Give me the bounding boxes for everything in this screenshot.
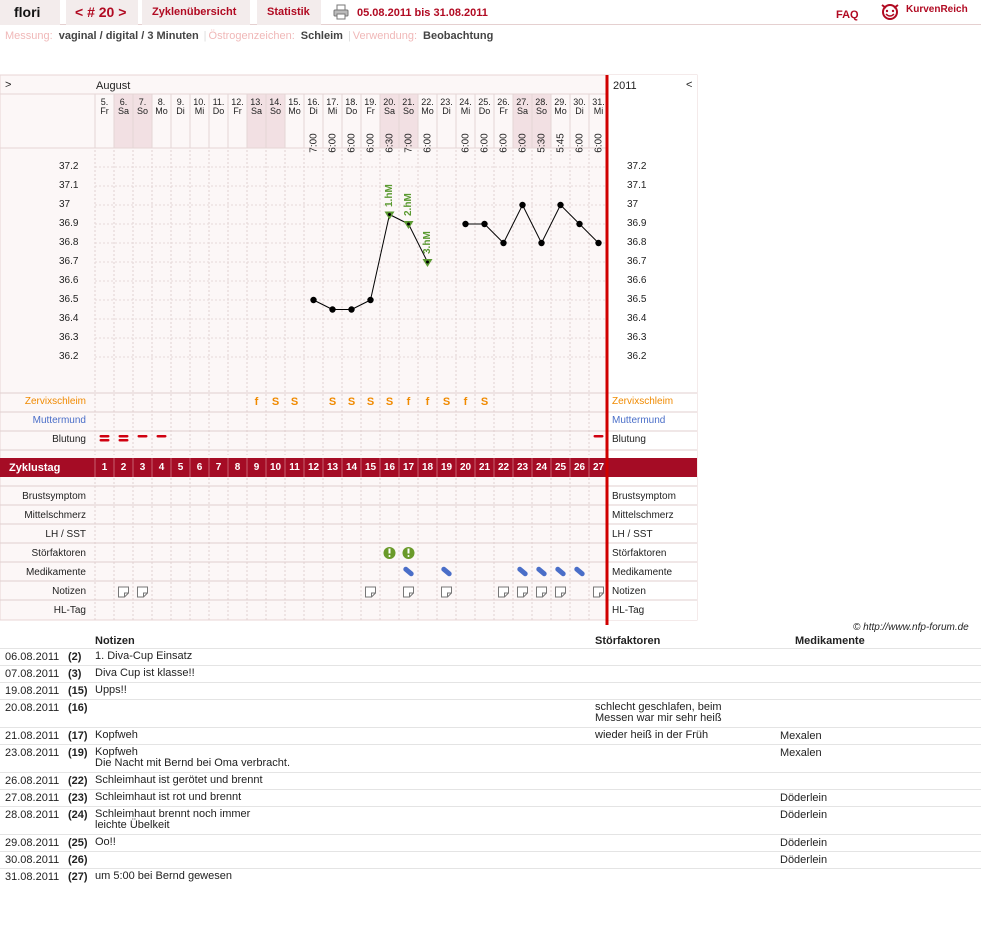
y-tick-label-right: 36.9 xyxy=(627,218,647,229)
weekend-shading-row xyxy=(114,393,133,412)
note-text: Diva Cup ist klasse!! xyxy=(95,667,195,679)
cycle-day-number: 26 xyxy=(573,462,586,473)
cycle-day-number: 20 xyxy=(459,462,472,473)
date-label: 5. xyxy=(100,97,109,107)
time-text: 6:00 xyxy=(460,133,471,153)
cycle-day-number: 21 xyxy=(478,462,491,473)
time-label xyxy=(532,121,551,165)
y-tick-label: 36.5 xyxy=(59,294,79,305)
date-label: 17. xyxy=(326,97,339,107)
cycle-day-number: 5 xyxy=(177,462,184,473)
weekday-label: Di xyxy=(176,106,185,116)
weekday-label: So xyxy=(269,106,281,116)
weekday-label: Do xyxy=(478,106,491,116)
weekday-label: Mi xyxy=(460,106,471,116)
notes-header: Notizen xyxy=(95,635,135,647)
row-label-midpain: Mittelschmerz xyxy=(24,510,86,521)
y-tick-label-right: 36.4 xyxy=(627,313,647,324)
time-text: 6:00 xyxy=(365,133,376,153)
note-text: um 5:00 bei Bernd gewesen xyxy=(95,870,232,882)
table-row xyxy=(0,851,981,868)
time-label xyxy=(399,121,418,165)
nav-prev-button[interactable]: > xyxy=(5,79,12,91)
date-label: 22. xyxy=(421,97,434,107)
meds-header: Medikamente xyxy=(795,635,865,647)
cycle-day-number: 17 xyxy=(402,462,415,473)
note-date: 06.08.2011 xyxy=(5,651,60,663)
cervical-mucus-mark: S xyxy=(480,396,489,408)
temperature-point xyxy=(388,213,391,216)
table-row xyxy=(0,806,981,834)
warning-icon-bar xyxy=(389,549,391,554)
y-tick-label-right: 37 xyxy=(627,199,639,210)
weekday-label: Mo xyxy=(421,106,434,116)
y-tick-label-right: 37.2 xyxy=(627,161,647,172)
date-label: 16. xyxy=(307,97,320,107)
note-text: Oo!! xyxy=(95,836,116,848)
copyright: © http://www.nfp-forum.de xyxy=(853,622,969,633)
date-label: 31. xyxy=(592,97,605,107)
time-text: 6:00 xyxy=(346,133,357,153)
bleeding-mark xyxy=(594,435,604,438)
row-label-bleeding-right: Blutung xyxy=(612,434,646,445)
y-tick-label: 36.9 xyxy=(59,218,79,229)
separator: | xyxy=(203,30,207,42)
cervical-mucus-mark: S xyxy=(290,396,299,408)
weekday-label: Do xyxy=(212,106,225,116)
time-label xyxy=(304,121,323,165)
y-tick-label: 36.6 xyxy=(59,275,79,286)
y-tick-label-right: 36.8 xyxy=(627,237,647,248)
weekday-label: Sa xyxy=(516,106,528,116)
date-label: 13. xyxy=(250,97,263,107)
cycle-day-number: 2 xyxy=(120,462,127,473)
time-label xyxy=(589,121,608,165)
y-tick-label-right: 36.6 xyxy=(627,275,647,286)
temperature-point xyxy=(481,221,487,227)
user-name: flori xyxy=(0,0,60,25)
time-label xyxy=(494,121,513,165)
y-tick-label: 36.3 xyxy=(59,332,79,343)
higher-measurement-label: 1.hM xyxy=(383,183,395,207)
weekday-label: Mo xyxy=(554,106,567,116)
time-label xyxy=(570,121,589,165)
y-tick-label: 36.2 xyxy=(59,351,79,362)
note-text: Schleimhaut ist gerötet und brennt xyxy=(95,774,263,786)
date-range: 05.08.2011 bis 31.08.2011 xyxy=(357,7,488,19)
row-label-cervix-right: Muttermund xyxy=(612,415,666,426)
cycle-day-number: 14 xyxy=(345,462,358,473)
warning-icon-bar xyxy=(408,549,410,554)
cycle-day-number: 7 xyxy=(215,462,222,473)
weekday-label: Mo xyxy=(288,106,301,116)
row-label-lh-right: LH / SST xyxy=(612,529,653,540)
row-label-bleeding: Blutung xyxy=(52,434,86,445)
note-medication: Mexalen xyxy=(780,730,822,742)
bleeding-mark xyxy=(100,439,110,442)
note-cycle-day: (26) xyxy=(68,854,88,866)
cycle-day-number: 9 xyxy=(253,462,260,473)
cervical-mucus-mark: S xyxy=(328,396,337,408)
y-tick-label: 37.1 xyxy=(59,180,79,191)
temperature-point xyxy=(500,240,506,246)
date-label: 24. xyxy=(459,97,472,107)
date-label: 12. xyxy=(231,97,244,107)
note-medication: Döderlein xyxy=(780,809,828,821)
bleeding-mark xyxy=(138,435,148,438)
time-label xyxy=(380,121,399,165)
bleeding-mark xyxy=(119,439,129,442)
note-date: 07.08.2011 xyxy=(5,668,60,680)
note-date: 26.08.2011 xyxy=(5,775,60,787)
cycle-day-number: 6 xyxy=(196,462,203,473)
row-label-midpain-right: Mittelschmerz xyxy=(612,510,674,521)
row-label-hl-right: HL-Tag xyxy=(612,605,645,616)
warning-icon-dot xyxy=(389,555,391,557)
cycle-day-number: 10 xyxy=(269,462,282,473)
table-row xyxy=(0,699,981,727)
row-label-cervical-mucus-right: Zervixschleim xyxy=(612,396,674,407)
row-label-meds: Medikamente xyxy=(25,567,86,578)
note-cycle-day: (3) xyxy=(68,668,82,680)
note-medication: Mexalen xyxy=(780,747,822,759)
weekday-label: Do xyxy=(345,106,358,116)
cervical-mucus-mark: S xyxy=(385,396,394,408)
time-label xyxy=(342,121,361,165)
year-label: 2011 xyxy=(613,80,637,92)
row-label-disturb: Störfaktoren xyxy=(31,548,86,559)
weekday-label: Fr xyxy=(100,106,109,116)
temperature-point xyxy=(576,221,582,227)
estrogen-label: Östrogenzeichen: xyxy=(208,30,295,42)
time-text: 7:00 xyxy=(308,133,319,153)
weekday-label: Mi xyxy=(327,106,338,116)
higher-measurement-label: 3.hM xyxy=(421,231,433,254)
date-label: 29. xyxy=(554,97,567,107)
temperature-point xyxy=(407,223,410,226)
temperature-point xyxy=(462,221,468,227)
note-cycle-day: (17) xyxy=(68,730,88,742)
row-label-hl: HL-Tag xyxy=(53,605,86,616)
date-label: 26. xyxy=(497,97,510,107)
weekday-label: Mi xyxy=(593,106,604,116)
weekday-label: Mi xyxy=(194,106,205,116)
row-label-notes-right: Notizen xyxy=(612,586,646,597)
weekday-label: Mo xyxy=(155,106,168,116)
weekday-label: Sa xyxy=(383,106,395,116)
time-text: 6:00 xyxy=(498,133,509,153)
note-medication: Döderlein xyxy=(780,854,828,866)
y-tick-label: 36.4 xyxy=(59,313,79,324)
tab-cycle-overview[interactable]: Zyklenübersicht xyxy=(142,0,250,25)
warning-icon-dot xyxy=(408,555,410,557)
time-text: 6:00 xyxy=(574,133,585,153)
bleeding-mark xyxy=(100,435,110,438)
table-row xyxy=(0,682,981,699)
y-tick-label-right: 36.3 xyxy=(627,332,647,343)
time-label xyxy=(323,121,342,165)
cervical-mucus-mark: S xyxy=(347,396,356,408)
cervical-mucus-mark: S xyxy=(442,396,451,408)
cervical-mucus-mark: f xyxy=(425,396,430,408)
usage-label: Verwendung: xyxy=(352,30,418,42)
time-label xyxy=(475,121,494,165)
cervical-mucus-mark: f xyxy=(254,396,259,408)
note-date: 28.08.2011 xyxy=(5,809,60,821)
temperature-point xyxy=(519,202,525,208)
measurement-label: Messung: xyxy=(5,30,53,42)
weekday-label: Di xyxy=(309,106,318,116)
date-label: 19. xyxy=(364,97,377,107)
note-text: 1. Diva-Cup Einsatz xyxy=(95,650,193,662)
time-text: 6:30 xyxy=(384,133,395,153)
cycle-day-number: 1 xyxy=(101,462,108,473)
note-cycle-day: (15) xyxy=(68,685,88,697)
date-label: 6. xyxy=(119,97,128,107)
table-row xyxy=(0,772,981,789)
table-row xyxy=(0,834,981,851)
cycle-day-number: 18 xyxy=(421,462,434,473)
y-tick-label: 36.8 xyxy=(59,237,79,248)
weekday-label: Fr xyxy=(499,106,508,116)
time-label xyxy=(418,121,437,165)
table-row xyxy=(0,789,981,806)
table-row xyxy=(0,727,981,744)
date-label: 27. xyxy=(516,97,529,107)
note-cycle-day: (2) xyxy=(68,651,82,663)
cervical-mucus-mark: S xyxy=(271,396,280,408)
table-row xyxy=(0,744,981,772)
weekday-label: Di xyxy=(442,106,451,116)
date-label: 14. xyxy=(269,97,282,107)
note-text: Schleimhaut brennt noch immer leichte Übelkeit xyxy=(95,808,251,831)
faq-link[interactable]: FAQ xyxy=(836,9,859,21)
cycle-day-number: 11 xyxy=(289,462,300,473)
cycle-day-number: 22 xyxy=(497,462,510,473)
cervical-mucus-mark: f xyxy=(463,396,468,408)
date-label: 11. xyxy=(212,97,225,107)
row-label-cycle-day: Zyklustag xyxy=(9,462,61,474)
time-text: 5:30 xyxy=(536,133,547,153)
row-label-meds-right: Medikamente xyxy=(612,567,673,578)
bleeding-mark xyxy=(157,435,167,438)
note-date: 23.08.2011 xyxy=(5,747,60,759)
time-label xyxy=(513,121,532,165)
temperature-point xyxy=(538,240,544,246)
tab-statistics[interactable]: Statistik xyxy=(257,0,321,25)
note-text: Upps!! xyxy=(95,684,127,696)
cervical-mucus-mark: S xyxy=(366,396,375,408)
note-date: 27.08.2011 xyxy=(5,792,60,804)
date-label: 8. xyxy=(157,97,166,107)
date-label: 25. xyxy=(478,97,491,107)
cervical-mucus-mark: f xyxy=(406,396,411,408)
cycle-switcher[interactable]: < # 20 > xyxy=(66,0,138,25)
note-disturbance: wieder heiß in der Früh xyxy=(595,729,709,741)
note-medication: Döderlein xyxy=(780,792,828,804)
y-tick-label: 36.7 xyxy=(59,256,79,267)
weekend-shading-row xyxy=(513,393,532,412)
row-label-breast: Brustsymptom xyxy=(22,491,86,502)
date-label: 21. xyxy=(402,97,415,107)
cycle-day-number: 15 xyxy=(364,462,377,473)
cycle-day-number: 16 xyxy=(383,462,396,473)
temperature-point xyxy=(595,240,601,246)
date-label: 15. xyxy=(288,97,301,107)
weekday-label: So xyxy=(535,106,547,116)
date-label: 28. xyxy=(535,97,548,107)
note-cycle-day: (24) xyxy=(68,809,88,821)
date-label: 7. xyxy=(138,97,147,107)
time-text: 6:00 xyxy=(327,133,338,153)
temperature-point xyxy=(557,202,563,208)
time-label xyxy=(551,121,570,165)
time-text: 7:00 xyxy=(403,133,414,153)
weekday-label: So xyxy=(402,106,414,116)
cycle-day-number: 12 xyxy=(307,462,320,473)
y-tick-label: 37.2 xyxy=(59,161,79,172)
temperature-point xyxy=(426,261,429,264)
table-row xyxy=(0,648,981,665)
weekday-label: Fr xyxy=(233,106,242,116)
note-disturbance: schlecht geschlafen, beim Messen war mir sehr heiß xyxy=(595,701,722,724)
nav-next-button[interactable]: < xyxy=(686,79,693,91)
disturb-header: Störfaktoren xyxy=(595,635,661,647)
logo: KurvenReich xyxy=(906,4,968,15)
cycle-day-number: 8 xyxy=(234,462,241,473)
temperature-point xyxy=(310,297,316,303)
date-label: 10. xyxy=(193,97,206,107)
temperature-point xyxy=(329,306,335,312)
date-label: 20. xyxy=(383,97,396,107)
date-label: 9. xyxy=(176,97,185,107)
estrogen-value: Schleim xyxy=(300,30,343,42)
month-label: August xyxy=(96,80,131,92)
note-cycle-day: (19) xyxy=(68,747,88,759)
time-text: 6:00 xyxy=(479,133,490,153)
temperature-point xyxy=(367,297,373,303)
time-text: 6:00 xyxy=(593,133,604,153)
measurement-value: vaginal / digital / 3 Minuten xyxy=(58,30,199,42)
note-date: 31.08.2011 xyxy=(5,871,60,883)
note-cycle-day: (16) xyxy=(68,702,88,714)
row-label-breast-right: Brustsymptom xyxy=(612,491,676,502)
table-row xyxy=(0,868,981,885)
note-date: 30.08.2011 xyxy=(5,854,60,866)
note-date: 29.08.2011 xyxy=(5,837,60,849)
cycle-day-number: 25 xyxy=(554,462,567,473)
higher-measurement-label: 2.hM xyxy=(402,193,414,216)
cycle-day-number: 23 xyxy=(516,462,529,473)
row-label-cervix: Muttermund xyxy=(32,415,86,426)
table-row xyxy=(0,665,981,682)
note-cycle-day: (27) xyxy=(68,871,88,883)
time-text: 6:00 xyxy=(517,133,528,153)
weekday-label: So xyxy=(136,106,148,116)
weekday-label: Fr xyxy=(366,106,375,116)
time-text: 6:00 xyxy=(422,133,433,153)
separator: | xyxy=(347,30,351,42)
date-label: 18. xyxy=(345,97,358,107)
y-tick-label-right: 37.1 xyxy=(627,180,647,191)
usage-value: Beobachtung xyxy=(423,30,494,42)
note-text: Kopfweh xyxy=(95,729,138,741)
weekend-shading-row xyxy=(133,393,152,412)
y-tick-label-right: 36.5 xyxy=(627,294,647,305)
weekday-label: Di xyxy=(575,106,584,116)
row-label-disturb-right: Störfaktoren xyxy=(612,548,667,559)
cycle-day-number: 19 xyxy=(440,462,453,473)
weekday-label: Sa xyxy=(117,106,129,116)
cycle-day-number: 3 xyxy=(139,462,146,473)
row-label-lh: LH / SST xyxy=(45,529,86,540)
weekday-label: Sa xyxy=(250,106,262,116)
y-tick-label-right: 36.2 xyxy=(627,351,647,362)
note-date: 20.08.2011 xyxy=(5,702,60,714)
temperature-point xyxy=(348,306,354,312)
weekend-shading-row xyxy=(532,393,551,412)
note-cycle-day: (22) xyxy=(68,775,88,787)
note-medication: Döderlein xyxy=(780,837,828,849)
y-tick-label-right: 36.7 xyxy=(627,256,647,267)
note-date: 19.08.2011 xyxy=(5,685,60,697)
row-label-cervical-mucus: Zervixschleim xyxy=(24,396,86,407)
row-label-notes: Notizen xyxy=(52,586,86,597)
note-text: Schleimhaut ist rot und brennt xyxy=(95,791,242,803)
cycle-day-number: 24 xyxy=(535,462,548,473)
time-label xyxy=(361,121,380,165)
time-label xyxy=(456,121,475,165)
note-cycle-day: (23) xyxy=(68,792,88,804)
cycle-day-number: 13 xyxy=(326,462,339,473)
cycle-day-number: 4 xyxy=(158,462,165,473)
note-text: Kopfweh Die Nacht mit Bernd bei Oma verbracht. xyxy=(95,746,291,769)
note-date: 21.08.2011 xyxy=(5,730,60,742)
time-text: 5:45 xyxy=(555,133,566,153)
bleeding-mark xyxy=(119,435,129,438)
note-cycle-day: (25) xyxy=(68,837,88,849)
cycle-day-number: 27 xyxy=(592,462,605,473)
date-label: 30. xyxy=(573,97,586,107)
date-label: 23. xyxy=(440,97,453,107)
y-tick-label: 37 xyxy=(59,199,71,210)
